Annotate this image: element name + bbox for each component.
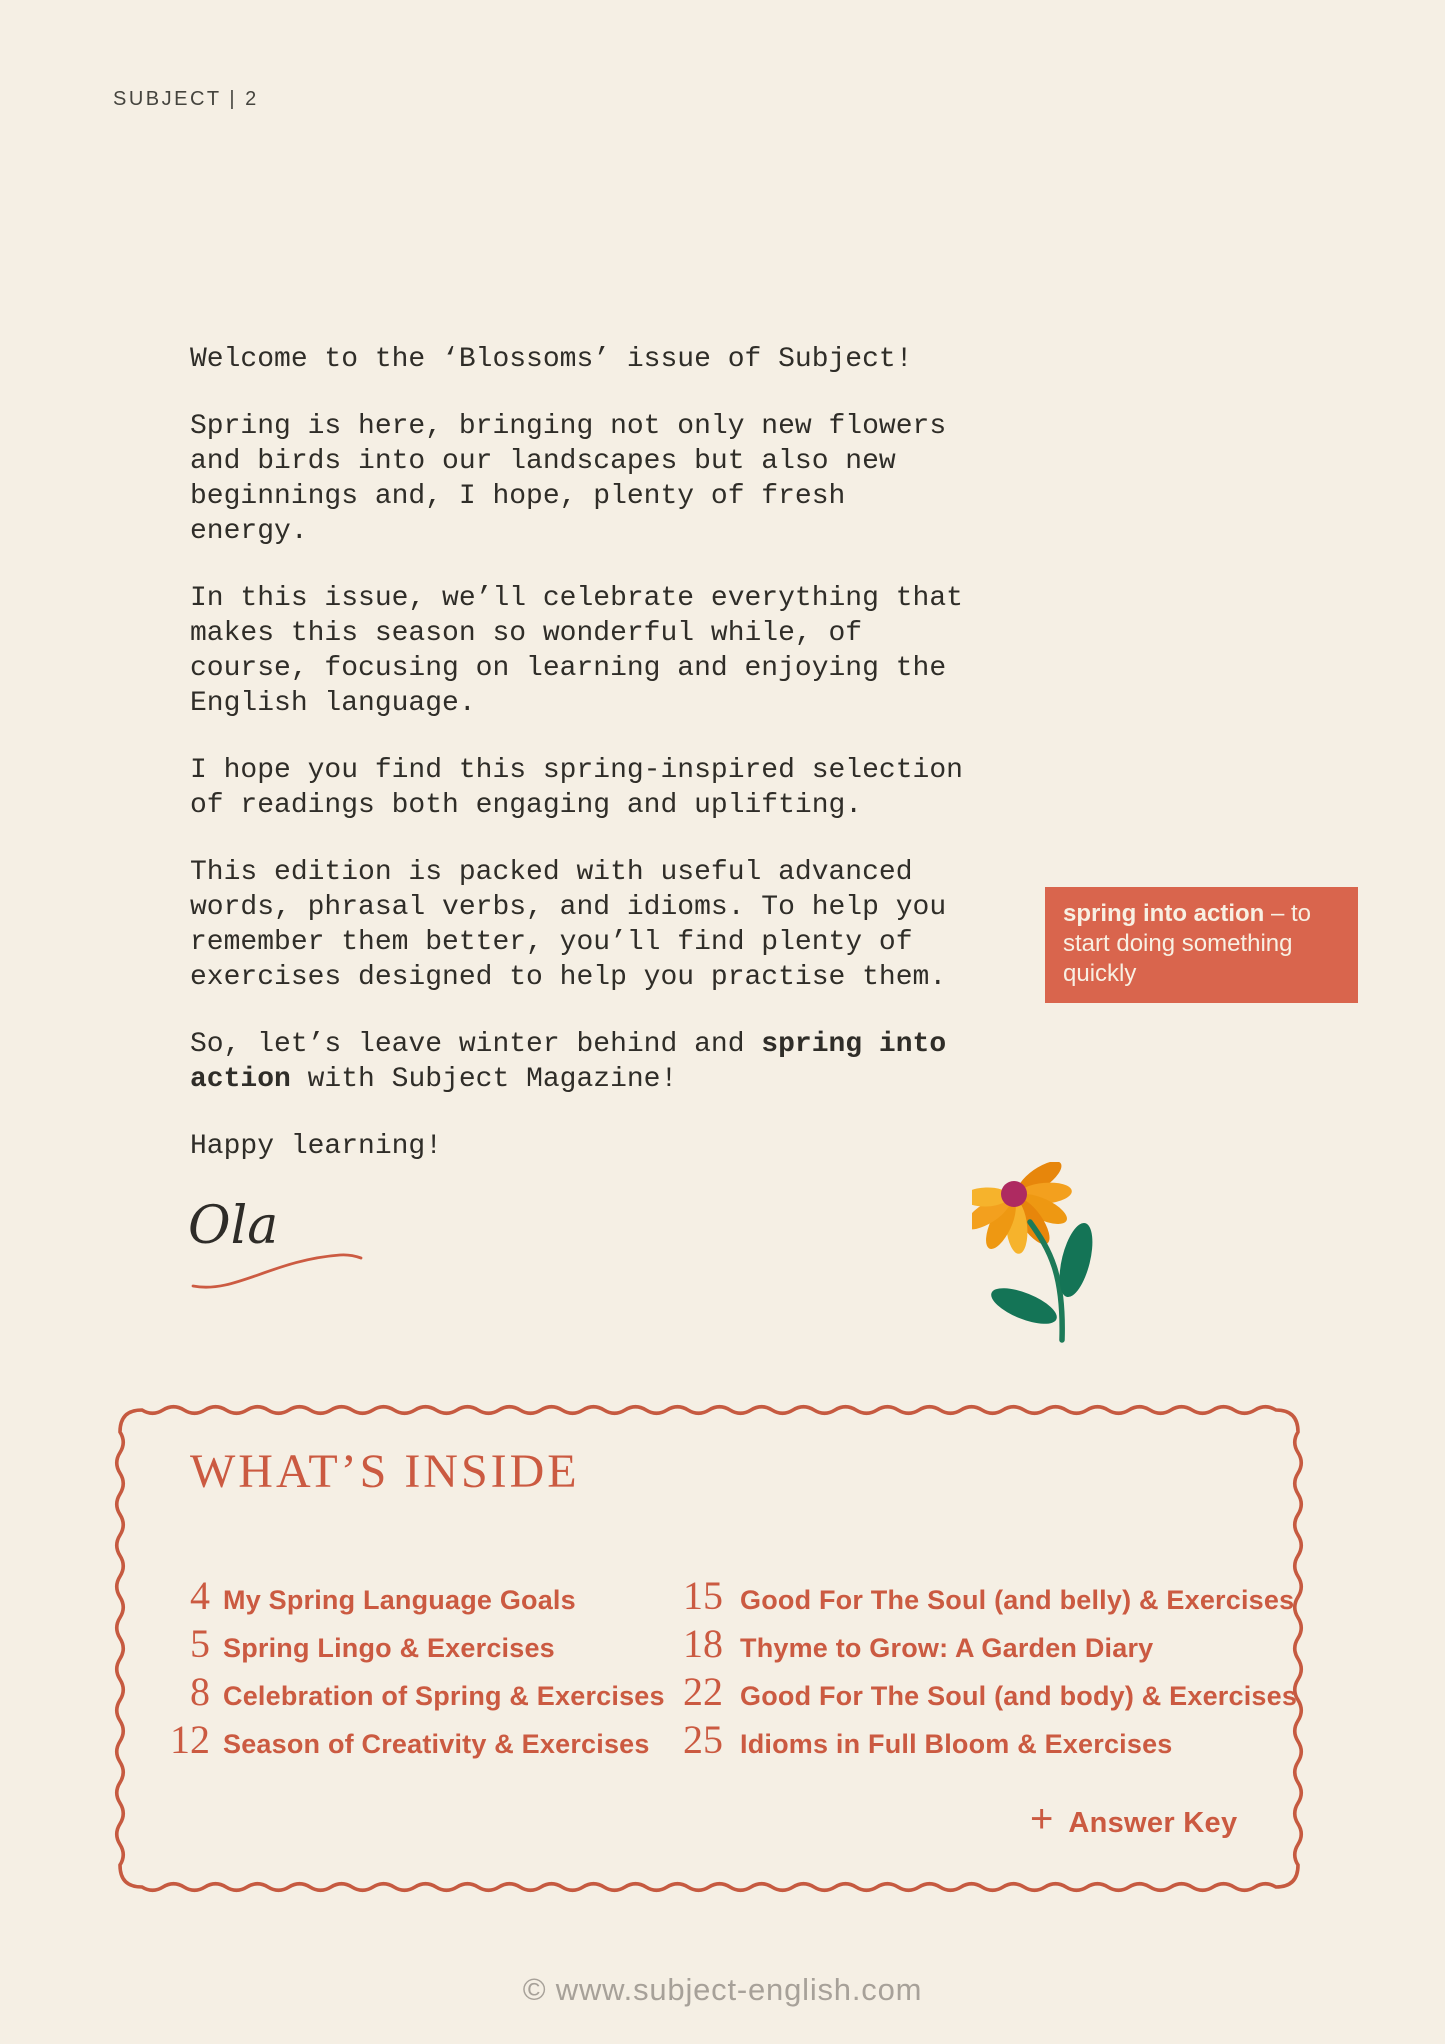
letter-paragraph — [190, 1027, 972, 1097]
letter-paragraph: Welcome to the ‘Blossoms’ issue of Subject! — [190, 344, 913, 375]
toc-column-left — [140, 1572, 665, 1764]
toc-entry-title: Good For The Soul (and body) & Exercises — [740, 1681, 1298, 1711]
letter-paragraph: I hope you find this spring-inspired selection of readings both engaging and uplifting. — [190, 755, 963, 821]
toc-entry — [645, 1668, 1297, 1716]
highlighted-phrase: spring into action — [190, 1029, 947, 1095]
toc-entry — [140, 1572, 665, 1620]
toc-page-number: 25 — [683, 1717, 723, 1762]
flower-illustration — [972, 1162, 1114, 1344]
toc-page-number: 22 — [683, 1669, 723, 1714]
toc-entry-title: Season of Creativity & Exercises — [223, 1729, 650, 1759]
letter-text: with Subject Magazine! — [290, 1064, 678, 1095]
vocabulary-definition: – to start doing something quickly — [1063, 900, 1312, 987]
editor-letter — [190, 342, 972, 1164]
answer-key-note — [1030, 1797, 1280, 1841]
letter-paragraph: Happy learning! — [190, 1131, 443, 1162]
toc-page-number: 5 — [190, 1621, 210, 1666]
toc-entry-title: Idioms in Full Bloom & Exercises — [740, 1729, 1173, 1759]
toc-page-number: 4 — [190, 1573, 210, 1618]
flower-leaf — [987, 1281, 1062, 1331]
letter-text: So, let’s leave winter behind and — [190, 1029, 762, 1060]
masthead: SUBJECT | 2 — [113, 88, 259, 110]
toc-entry — [140, 1716, 665, 1764]
letter-paragraph: Spring is here, bringing not only new flowers and birds into our landscapes but also new beginnings and, I hope, plenty of fresh energy. — [190, 411, 947, 547]
toc-entry-title: Spring Lingo & Exercises — [223, 1633, 555, 1663]
letter-paragraph: In this issue, we’ll celebrate everything that makes this season so wonderful while, of course, focusing on learning and enjoying the English language. — [190, 583, 963, 719]
letter-paragraph: This edition is packed with useful advanced words, phrasal verbs, and idioms. To help you remember them better, you’ll find plenty of exercises designed to help you practise them. — [190, 857, 947, 993]
toc-entry-title: Good For The Soul (and belly) & Exercises — [740, 1585, 1295, 1615]
toc-entry — [645, 1716, 1297, 1764]
toc-entry — [645, 1572, 1297, 1620]
toc-page-number: 18 — [683, 1621, 723, 1666]
signature-underline — [190, 1250, 366, 1292]
toc-entry-title: My Spring Language Goals — [223, 1585, 576, 1615]
toc-entry — [140, 1668, 665, 1716]
signature-name: Ola — [188, 1196, 279, 1256]
flower-center — [1001, 1181, 1027, 1207]
page-footer: © www.subject-english.com — [522, 1972, 923, 2007]
toc-box — [114, 1404, 1304, 1893]
toc-entry — [140, 1620, 665, 1668]
plus-icon: + — [1030, 1797, 1054, 1841]
toc-page-number: 15 — [683, 1573, 723, 1618]
toc-column-right — [645, 1572, 1297, 1764]
toc-entry-title: Thyme to Grow: A Garden Diary — [740, 1633, 1154, 1663]
flower-petals — [972, 1162, 1073, 1255]
toc-entry — [645, 1620, 1297, 1668]
toc-page-number: 8 — [190, 1669, 210, 1714]
vocabulary-callout — [1045, 887, 1358, 1003]
vocabulary-term: spring into action — [1063, 900, 1265, 927]
toc-entry-title: Celebration of Spring & Exercises — [223, 1681, 665, 1711]
toc-page-number: 12 — [170, 1717, 210, 1762]
toc-title: WHAT’S INSIDE — [190, 1445, 580, 1498]
answer-key-label: Answer Key — [1068, 1807, 1238, 1839]
